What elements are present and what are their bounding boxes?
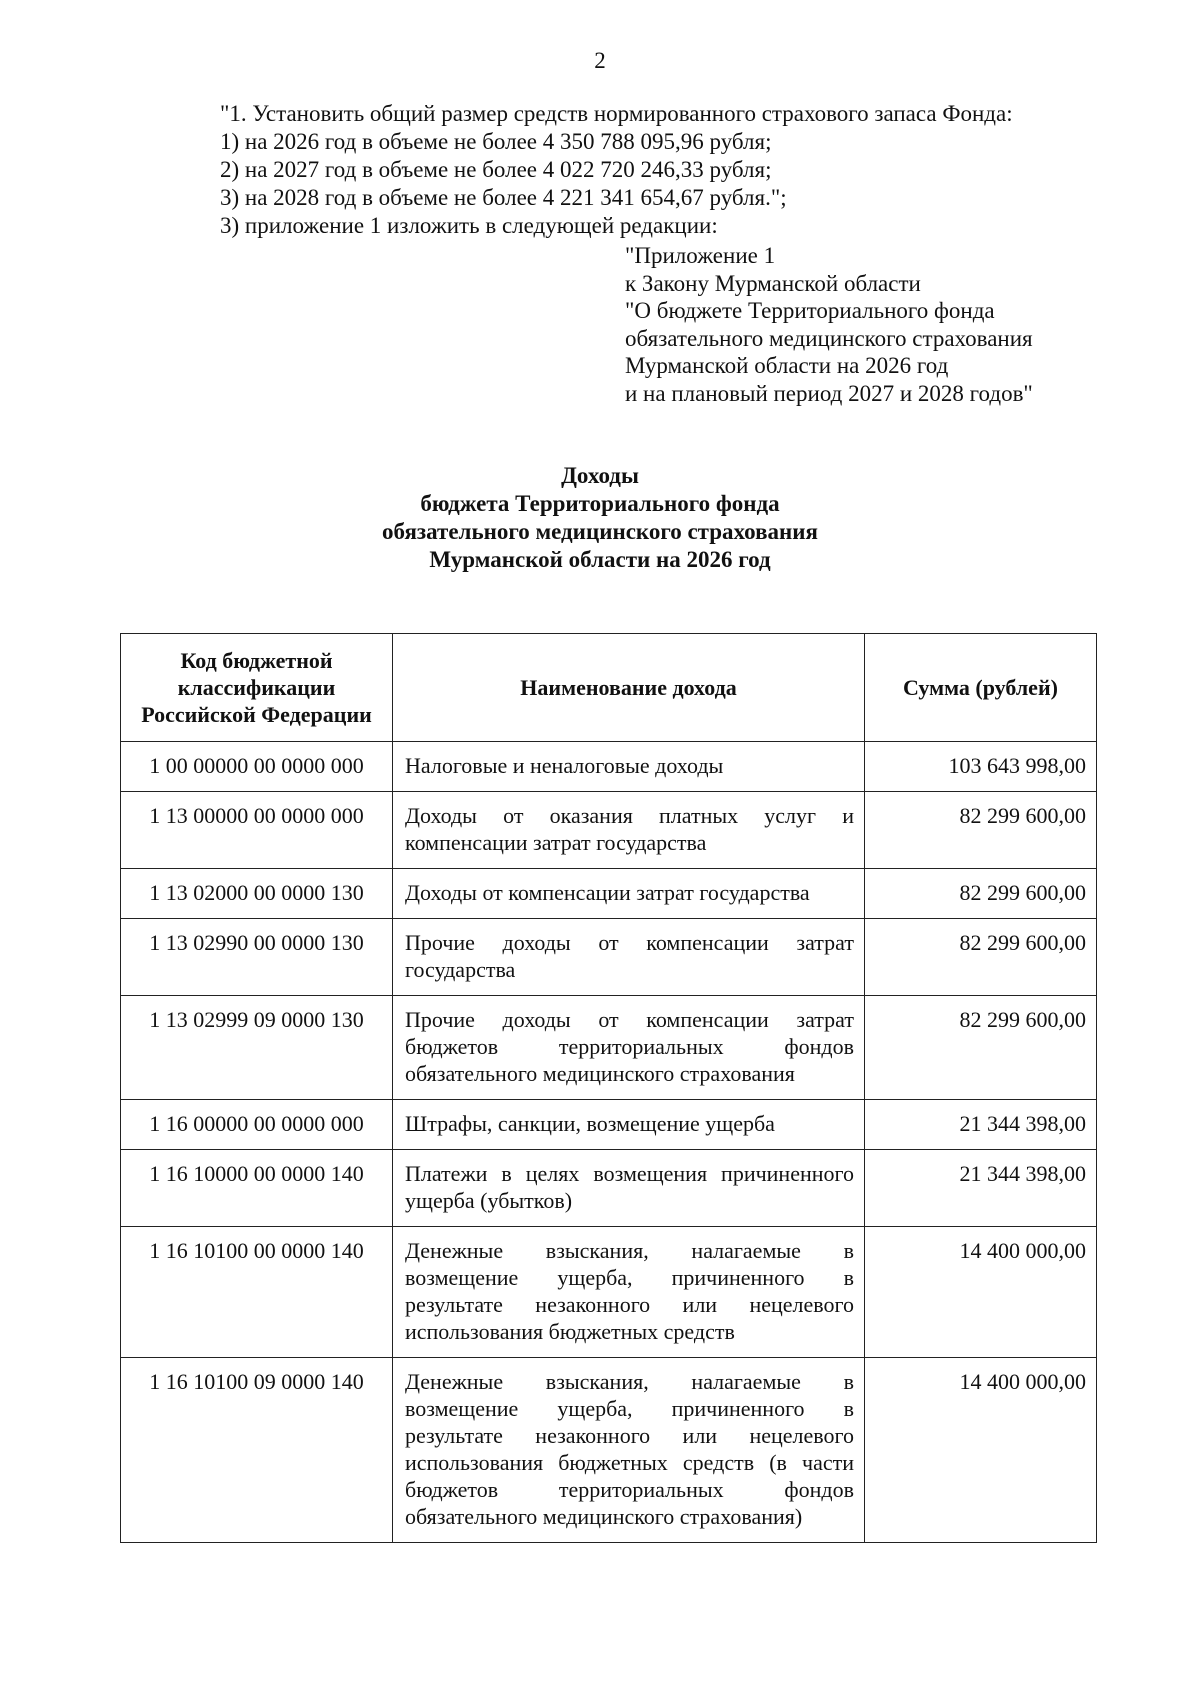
- heading-line: бюджета Территориального фонда: [420, 491, 780, 516]
- appendix-note-line: "Приложение 1: [625, 243, 776, 268]
- cell-name: Прочие доходы от компенсации затрат бюджетов территориальных фондов обязательного медицинского страхования: [393, 996, 865, 1100]
- cell-code: 1 00 00000 00 0000 000: [121, 742, 393, 792]
- income-table: [120, 633, 1097, 1543]
- heading-line: обязательного медицинского страхования: [382, 519, 818, 544]
- table-row: [121, 1150, 1097, 1227]
- cell-name: Доходы от компенсации затрат государства: [393, 869, 865, 919]
- document-heading: [0, 462, 1200, 574]
- intro-line: 1) на 2026 год в объеме не более 4 350 788 095,96 рубля;: [220, 129, 772, 154]
- table-row: [121, 996, 1097, 1100]
- heading-line: Мурманской области на 2026 год: [429, 547, 771, 572]
- table-header-row: [121, 634, 1097, 742]
- table-row: [121, 792, 1097, 869]
- intro-line: 2) на 2027 год в объеме не более 4 022 720 246,33 рубля;: [220, 157, 772, 182]
- intro-line: "1. Установить общий размер средств нормированного страхового запаса Фонда:: [220, 101, 1013, 126]
- intro-line: 3) на 2028 год в объеме не более 4 221 341 654,67 рубля.";: [220, 185, 787, 210]
- cell-sum: 82 299 600,00: [865, 996, 1097, 1100]
- cell-sum: 82 299 600,00: [865, 792, 1097, 869]
- cell-code: 1 16 10100 00 0000 140: [121, 1227, 393, 1358]
- appendix-note-line: "О бюджете Территориального фонда: [625, 298, 995, 323]
- header-code: Код бюджетной классификации Российской Федерации: [121, 634, 393, 742]
- cell-name: Налоговые и неналоговые доходы: [393, 742, 865, 792]
- heading-line: Доходы: [561, 463, 639, 488]
- cell-code: 1 13 00000 00 0000 000: [121, 792, 393, 869]
- page-number: 2: [594, 48, 606, 73]
- intro-line: 3) приложение 1 изложить в следующей редакции:: [220, 213, 718, 238]
- appendix-note-line: Мурманской области на 2026 год: [625, 353, 949, 378]
- appendix-note: [625, 242, 1095, 407]
- cell-name: Денежные взыскания, налагаемые в возмещение ущерба, причиненного в результате незаконного или нецелевого использования бюджетных средств (в части бюджетов территориальных фондов обязательного медицинского страхования): [393, 1358, 865, 1543]
- appendix-note-line: к Закону Мурманской области: [625, 270, 921, 296]
- header-name: Наименование дохода: [393, 634, 865, 742]
- cell-code: 1 13 02990 00 0000 130: [121, 919, 393, 996]
- cell-code: 1 13 02000 00 0000 130: [121, 869, 393, 919]
- cell-code: 1 16 10100 09 0000 140: [121, 1358, 393, 1543]
- table-row: [121, 1227, 1097, 1358]
- appendix-note-line: и на плановый период 2027 и 2028 годов": [625, 380, 1033, 406]
- cell-name: Платежи в целях возмещения причиненного ущерба (убытков): [393, 1150, 865, 1227]
- appendix-note-line: обязательного медицинского страхования: [625, 325, 1033, 351]
- intro-text: [220, 100, 1100, 240]
- cell-sum: 82 299 600,00: [865, 919, 1097, 996]
- cell-sum: 21 344 398,00: [865, 1150, 1097, 1227]
- cell-code: 1 13 02999 09 0000 130: [121, 996, 393, 1100]
- table-row: [121, 919, 1097, 996]
- table-row: [121, 742, 1097, 792]
- cell-sum: 82 299 600,00: [865, 869, 1097, 919]
- table-row: [121, 1358, 1097, 1543]
- cell-code: 1 16 10000 00 0000 140: [121, 1150, 393, 1227]
- cell-sum: 103 643 998,00: [865, 742, 1097, 792]
- cell-name: Денежные взыскания, налагаемые в возмещение ущерба, причиненного в результате незаконного или нецелевого использования бюджетных средств: [393, 1227, 865, 1358]
- table-row: [121, 1100, 1097, 1150]
- table-row: [121, 869, 1097, 919]
- cell-sum: 21 344 398,00: [865, 1100, 1097, 1150]
- cell-sum: 14 400 000,00: [865, 1227, 1097, 1358]
- cell-name: Прочие доходы от компенсации затрат государства: [393, 919, 865, 996]
- cell-name: Доходы от оказания платных услуг и компенсации затрат государства: [393, 792, 865, 869]
- cell-code: 1 16 00000 00 0000 000: [121, 1100, 393, 1150]
- cell-name: Штрафы, санкции, возмещение ущерба: [393, 1100, 865, 1150]
- cell-sum: 14 400 000,00: [865, 1358, 1097, 1543]
- header-sum: Сумма (рублей): [865, 634, 1097, 742]
